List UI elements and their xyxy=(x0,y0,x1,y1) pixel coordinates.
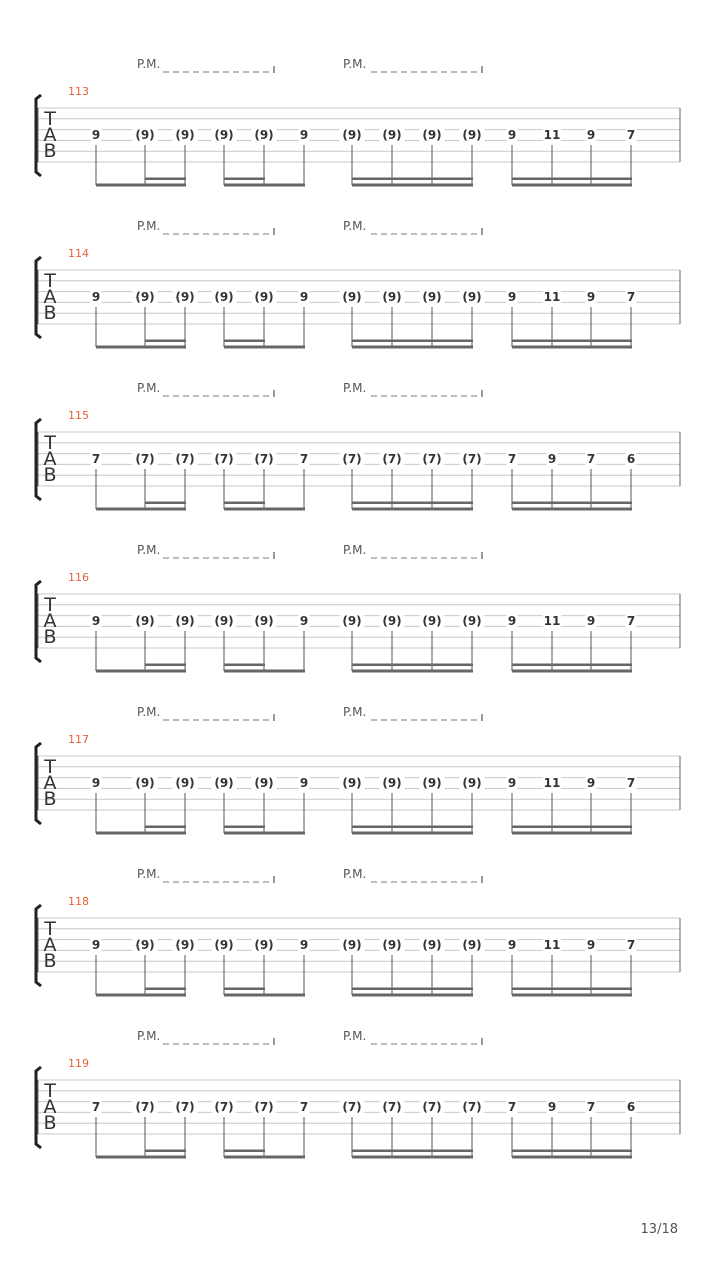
fret-number: 11 xyxy=(543,938,561,952)
beam-secondary xyxy=(352,1150,473,1153)
tab-clef-letter: B xyxy=(43,464,57,486)
fret-number: (9) xyxy=(135,776,155,790)
fret-number: (9) xyxy=(462,614,482,628)
beam-primary xyxy=(512,1156,632,1159)
beam-primary xyxy=(96,670,186,673)
beam-secondary xyxy=(145,340,186,343)
fret-number: 7 xyxy=(507,452,517,466)
fret-number: (9) xyxy=(462,128,482,142)
measure-number: 116 xyxy=(68,571,89,584)
fret-number: (7) xyxy=(254,1100,274,1114)
fret-number: 7 xyxy=(299,1100,309,1114)
fret-number: (9) xyxy=(422,614,442,628)
fret-number: 9 xyxy=(91,776,101,790)
tab-system xyxy=(36,381,680,511)
tab-clef-letter: T xyxy=(44,108,56,130)
beam-primary xyxy=(512,832,632,835)
fret-number: (9) xyxy=(175,128,195,142)
beam-secondary xyxy=(512,502,632,505)
fret-number: 9 xyxy=(586,290,596,304)
fret-number: 11 xyxy=(543,776,561,790)
beam-secondary xyxy=(224,664,265,667)
beam-secondary xyxy=(145,826,186,829)
fret-number: 7 xyxy=(626,614,636,628)
beam-primary xyxy=(352,994,473,997)
beam-secondary xyxy=(224,826,265,829)
fret-number: (7) xyxy=(135,1100,155,1114)
fret-number: 9 xyxy=(299,290,309,304)
fret-number: (7) xyxy=(422,1100,442,1114)
palm-mute-label: P.M. xyxy=(137,705,161,719)
beam-primary xyxy=(224,994,305,997)
fret-number: 9 xyxy=(507,128,517,142)
fret-number: (9) xyxy=(382,128,402,142)
beam-secondary xyxy=(145,178,186,181)
fret-number: (9) xyxy=(214,614,234,628)
beam-secondary xyxy=(224,340,265,343)
tab-clef-letter: B xyxy=(43,140,57,162)
tab-clef-letter: T xyxy=(44,270,56,292)
beam-primary xyxy=(352,832,473,835)
beam-primary xyxy=(224,508,305,511)
fret-number: 7 xyxy=(586,452,596,466)
beam-secondary xyxy=(512,988,632,991)
palm-mute-label: P.M. xyxy=(343,705,367,719)
beam-primary xyxy=(96,346,186,349)
fret-number: 9 xyxy=(91,614,101,628)
palm-mute-label: P.M. xyxy=(137,57,161,71)
fret-number: 9 xyxy=(299,128,309,142)
fret-number: (7) xyxy=(382,452,402,466)
beam-primary xyxy=(512,346,632,349)
fret-number: 7 xyxy=(626,776,636,790)
beam-primary xyxy=(224,184,305,187)
palm-mute-label: P.M. xyxy=(137,867,161,881)
beam-secondary xyxy=(145,1150,186,1153)
fret-number: 7 xyxy=(91,452,101,466)
tab-clef-letter: A xyxy=(43,610,57,632)
fret-number: (9) xyxy=(342,614,362,628)
fret-number: (9) xyxy=(422,128,442,142)
palm-mute-label: P.M. xyxy=(343,867,367,881)
fret-number: (9) xyxy=(462,776,482,790)
fret-number: (7) xyxy=(254,452,274,466)
fret-number: (9) xyxy=(214,938,234,952)
beam-secondary xyxy=(352,502,473,505)
fret-number: 9 xyxy=(91,128,101,142)
beam-primary xyxy=(352,508,473,511)
fret-number: 11 xyxy=(543,290,561,304)
tab-system xyxy=(36,57,680,187)
beam-primary xyxy=(224,1156,305,1159)
fret-number: (9) xyxy=(422,938,442,952)
tab-clef-letter: A xyxy=(43,934,57,956)
fret-number: (9) xyxy=(214,776,234,790)
tab-clef-letter: B xyxy=(43,788,57,810)
fret-number: (7) xyxy=(135,452,155,466)
beam-primary xyxy=(224,832,305,835)
fret-number: (7) xyxy=(175,452,195,466)
fret-number: (9) xyxy=(135,938,155,952)
measure-number: 114 xyxy=(68,247,89,260)
tab-clef-letter: T xyxy=(44,1080,56,1102)
fret-number: (9) xyxy=(254,614,274,628)
tab-clef-letter: T xyxy=(44,918,56,940)
beam-secondary xyxy=(352,664,473,667)
beam-secondary xyxy=(512,178,632,181)
beam-secondary xyxy=(224,1150,265,1153)
fret-number: 7 xyxy=(626,290,636,304)
fret-number: (7) xyxy=(214,452,234,466)
beam-secondary xyxy=(145,664,186,667)
tab-clef-letter: T xyxy=(44,594,56,616)
beam-secondary xyxy=(224,502,265,505)
fret-number: 9 xyxy=(299,776,309,790)
beam-primary xyxy=(96,832,186,835)
palm-mute-label: P.M. xyxy=(343,57,367,71)
tab-clef-letter: A xyxy=(43,286,57,308)
beam-primary xyxy=(96,508,186,511)
beam-primary xyxy=(224,346,305,349)
tab-system xyxy=(36,219,680,349)
tab-clef-letter: T xyxy=(44,432,56,454)
fret-number: (7) xyxy=(342,1100,362,1114)
fret-number: 9 xyxy=(507,776,517,790)
palm-mute-label: P.M. xyxy=(343,1029,367,1043)
beam-primary xyxy=(352,1156,473,1159)
fret-number: (9) xyxy=(254,938,274,952)
fret-number: (7) xyxy=(462,1100,482,1114)
measure-number: 117 xyxy=(68,733,89,746)
fret-number: 9 xyxy=(91,938,101,952)
fret-number: 9 xyxy=(547,1100,557,1114)
palm-mute-label: P.M. xyxy=(137,381,161,395)
tab-system xyxy=(36,543,680,673)
fret-number: (9) xyxy=(382,938,402,952)
fret-number: 11 xyxy=(543,614,561,628)
fret-number: (7) xyxy=(342,452,362,466)
fret-number: (9) xyxy=(422,776,442,790)
fret-number: (7) xyxy=(214,1100,234,1114)
beam-secondary xyxy=(352,178,473,181)
beam-primary xyxy=(512,994,632,997)
tab-system xyxy=(36,1029,680,1159)
tab-clef-letter: A xyxy=(43,448,57,470)
fret-number: 9 xyxy=(91,290,101,304)
fret-number: (9) xyxy=(135,290,155,304)
tab-clef-letter: A xyxy=(43,1096,57,1118)
fret-number: (9) xyxy=(135,614,155,628)
fret-number: (9) xyxy=(254,290,274,304)
fret-number: (7) xyxy=(175,1100,195,1114)
fret-number: (9) xyxy=(342,290,362,304)
fret-number: 7 xyxy=(507,1100,517,1114)
beam-secondary xyxy=(512,826,632,829)
measure-number: 119 xyxy=(68,1057,89,1070)
beam-primary xyxy=(512,670,632,673)
beam-secondary xyxy=(512,340,632,343)
fret-number: (9) xyxy=(175,776,195,790)
fret-number: 9 xyxy=(299,614,309,628)
beam-primary xyxy=(224,670,305,673)
fret-number: (9) xyxy=(175,290,195,304)
fret-number: (7) xyxy=(382,1100,402,1114)
beam-secondary xyxy=(145,502,186,505)
beam-primary xyxy=(96,1156,186,1159)
beam-secondary xyxy=(512,664,632,667)
tab-clef-letter: B xyxy=(43,1112,57,1134)
measure-number: 113 xyxy=(68,85,89,98)
fret-number: 7 xyxy=(626,128,636,142)
fret-number: (9) xyxy=(382,776,402,790)
beam-primary xyxy=(96,184,186,187)
beam-secondary xyxy=(352,826,473,829)
beam-primary xyxy=(352,184,473,187)
beam-primary xyxy=(512,184,632,187)
fret-number: 9 xyxy=(586,938,596,952)
measure-number: 115 xyxy=(68,409,89,422)
fret-number: (9) xyxy=(175,614,195,628)
palm-mute-label: P.M. xyxy=(343,219,367,233)
fret-number: 9 xyxy=(507,614,517,628)
tab-clef-letter: B xyxy=(43,626,57,648)
palm-mute-label: P.M. xyxy=(343,543,367,557)
beam-secondary xyxy=(512,1150,632,1153)
fret-number: (9) xyxy=(135,128,155,142)
fret-number: (9) xyxy=(342,776,362,790)
tab-clef-letter: B xyxy=(43,950,57,972)
fret-number: 6 xyxy=(626,452,636,466)
tab-system xyxy=(36,867,680,997)
beam-primary xyxy=(96,994,186,997)
tab-clef-letter: B xyxy=(43,302,57,324)
fret-number: (9) xyxy=(214,290,234,304)
beam-primary xyxy=(512,508,632,511)
beam-secondary xyxy=(352,988,473,991)
fret-number: 9 xyxy=(586,128,596,142)
fret-number: 7 xyxy=(91,1100,101,1114)
fret-number: 7 xyxy=(626,938,636,952)
fret-number: 9 xyxy=(547,452,557,466)
palm-mute-label: P.M. xyxy=(137,1029,161,1043)
fret-number: (9) xyxy=(254,776,274,790)
palm-mute-label: P.M. xyxy=(137,543,161,557)
fret-number: (9) xyxy=(254,128,274,142)
fret-number: (9) xyxy=(382,614,402,628)
fret-number: (9) xyxy=(342,938,362,952)
fret-number: (9) xyxy=(462,290,482,304)
tab-clef-letter: A xyxy=(43,124,57,146)
tab-clef-letter: T xyxy=(44,756,56,778)
palm-mute-label: P.M. xyxy=(137,219,161,233)
page-number: 13/18 xyxy=(640,1222,678,1237)
beam-secondary xyxy=(224,988,265,991)
beam-primary xyxy=(352,670,473,673)
beam-primary xyxy=(352,346,473,349)
fret-number: 9 xyxy=(507,290,517,304)
fret-number: (9) xyxy=(214,128,234,142)
fret-number: (9) xyxy=(175,938,195,952)
beam-secondary xyxy=(145,988,186,991)
beam-secondary xyxy=(352,340,473,343)
fret-number: 9 xyxy=(586,776,596,790)
fret-number: (9) xyxy=(382,290,402,304)
fret-number: (7) xyxy=(462,452,482,466)
fret-number: 9 xyxy=(507,938,517,952)
fret-number: 7 xyxy=(299,452,309,466)
fret-number: 7 xyxy=(586,1100,596,1114)
beam-secondary xyxy=(224,178,265,181)
fret-number: 6 xyxy=(626,1100,636,1114)
tab-clef-letter: A xyxy=(43,772,57,794)
fret-number: (9) xyxy=(462,938,482,952)
fret-number: 9 xyxy=(586,614,596,628)
measure-number: 118 xyxy=(68,895,89,908)
fret-number: (9) xyxy=(422,290,442,304)
palm-mute-label: P.M. xyxy=(343,381,367,395)
fret-number: 11 xyxy=(543,128,561,142)
fret-number: (7) xyxy=(422,452,442,466)
fret-number: 9 xyxy=(299,938,309,952)
fret-number: (9) xyxy=(342,128,362,142)
tab-system xyxy=(36,705,680,835)
